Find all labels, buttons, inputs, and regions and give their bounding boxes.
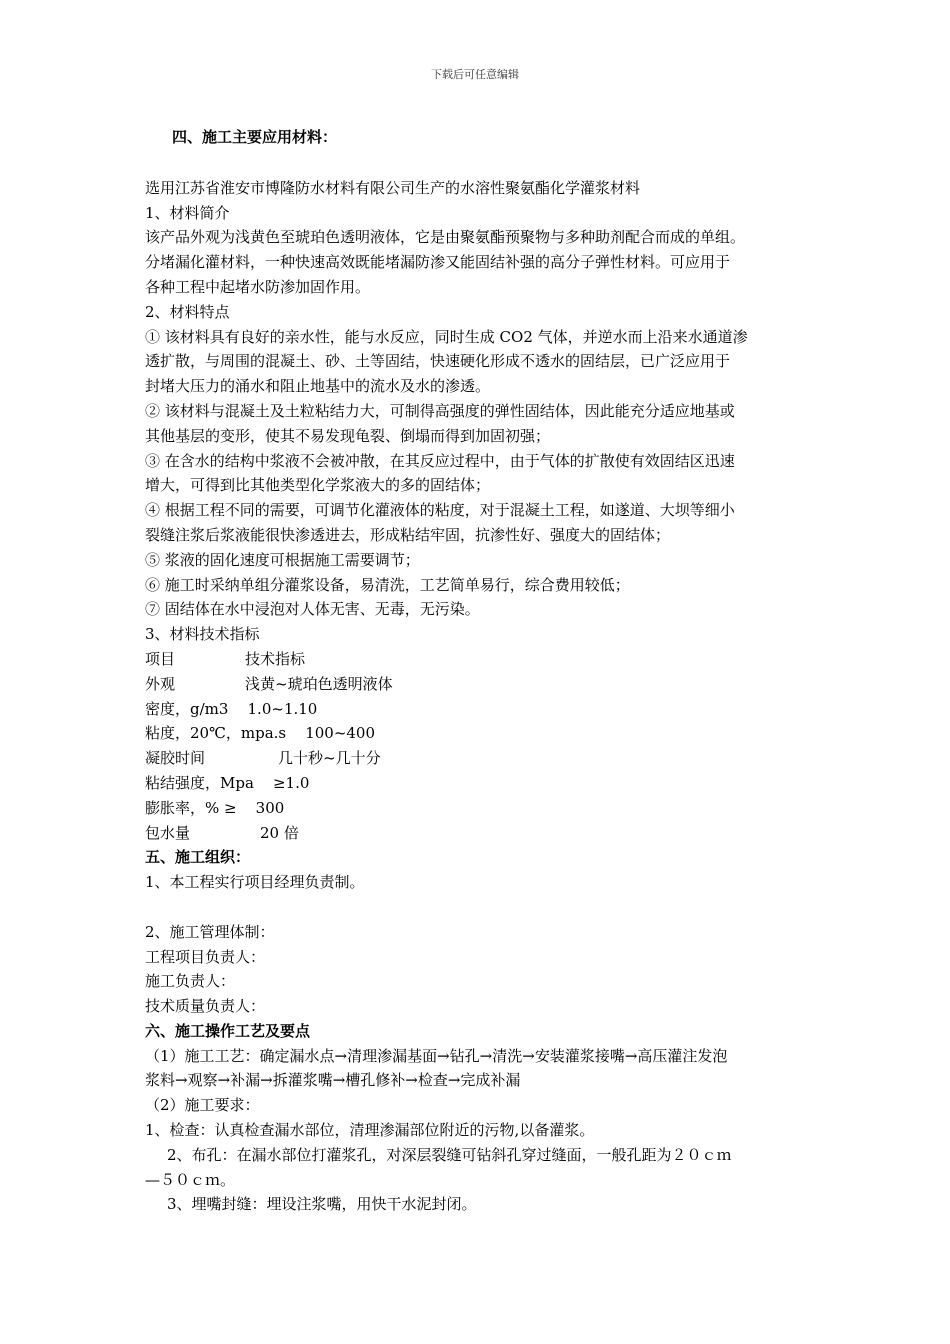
document-body: [145, 125, 825, 1217]
paragraph-line: （1）施工工艺：确定漏水点→清理渗漏基面→钻孔→清洗→安装灌浆接嘴→高压灌注发泡: [145, 1046, 728, 1065]
spec-row: [145, 796, 825, 821]
spec-item: 膨胀率，% ≥: [145, 798, 237, 817]
spec-row: [145, 721, 825, 746]
blank-line: [145, 895, 825, 920]
paragraph-line: 1、检查：认真检查漏水部位，清理渗漏部位附近的污物,以备灌浆。: [145, 1121, 595, 1140]
spec-item: 粘结强度，Mpa: [145, 773, 254, 792]
spec-value: 20 倍: [260, 823, 299, 842]
paragraph-line: 分堵漏化灌材料，一种快速高效既能堵漏防渗又能固结补强的高分子弹性材料。可应用于: [145, 253, 731, 272]
paragraph-line: 该产品外观为浅黄色至琥珀色透明液体，它是由聚氨酯预聚物与多种助剂配合而成的单组。: [145, 228, 746, 247]
spec-item: 外观: [145, 674, 176, 693]
paragraph-line: 透扩散，与周围的混凝土、砂、土等固结，快速硬化形成不透水的固结层，已广泛应用于: [145, 352, 731, 371]
paragraph-line: ② 该材料与混凝土及土粒粘结力大，可制得高强度的弹性固结体，因此能充分适应地基或: [145, 401, 735, 420]
spec-value: 300: [255, 798, 285, 817]
paragraph-line: 浆料→观察→补漏→拆灌浆嘴→槽孔修补→检查→完成补漏: [145, 1071, 521, 1090]
paragraph-line: ① 该材料具有良好的亲水性，能与水反应，同时生成 CO2 气体，并逆水而上沿来水通道渗: [145, 327, 748, 346]
paragraph-line: 封堵大压力的涌水和阻止地基中的流水及水的渗透。: [145, 377, 491, 396]
spec-row: [145, 672, 825, 697]
spec-item: 凝胶时间: [145, 749, 206, 768]
section4-heading: 四、施工主要应用材料：: [172, 128, 338, 146]
requirements-title: （2）施工要求：: [145, 1096, 260, 1115]
paragraph-line: 其他基层的变形，使其不易发现龟裂、倒塌而得到加固初强；: [145, 426, 551, 445]
spec-header-item: 项目: [145, 649, 176, 668]
section4-intro: 选用江苏省淮安市博隆防水材料有限公司生产的水溶性聚氨酯化学灌浆材料: [145, 178, 641, 197]
spec-item: 粘度，20℃，mpa.s: [145, 724, 287, 743]
role-line: 工程项目负责人：: [145, 947, 266, 966]
paragraph-line: 增大，可得到比其他类型化学浆液大的多的固结体；: [145, 476, 491, 495]
spec-row: [145, 746, 825, 771]
paragraph-line: 裂缝注浆后浆液能很快渗透进去，形成粘结牢固，抗渗性好、强度大的固结体；: [145, 525, 671, 544]
paragraph-line: ⑥ 施工时采纳单组分灌浆设备，易清洗，工艺简单易行，综合费用较低；: [145, 575, 630, 594]
paragraph-line: —５０ｃｍ。: [145, 1170, 236, 1189]
paragraph-line: 2、布孔：在漏水部位打灌浆孔，对深层裂缝可钻斜孔穿过缝面，一般孔距为２０ｃｍ: [167, 1145, 732, 1164]
role-line: 技术质量负责人：: [145, 997, 266, 1016]
spec-item: 密度，g/m3: [145, 699, 229, 718]
paragraph-line: ⑤ 浆液的固化速度可根据施工需要调节；: [145, 550, 420, 569]
paragraph-line: ③ 在含水的结构中浆液不会被冲散，在其反应过程中，由于气体的扩散使有效固结区迅速: [145, 451, 735, 470]
material-features-title: 2、材料特点: [145, 302, 230, 321]
spec-value: ≥1.0: [272, 773, 310, 792]
spec-header-value: 技术指标: [245, 649, 306, 668]
paragraph-line: ④ 根据工程不同的需要，可调节化灌液体的粘度，对于混凝土工程，如遂道、大坝等细小: [145, 501, 735, 520]
paragraph-line: 3、埋嘴封缝：埋设注浆嘴，用快干水泥封闭。: [167, 1195, 477, 1214]
tech-specs-title: 3、材料技术指标: [145, 625, 260, 644]
paragraph-line: 2、施工管理体制：: [145, 922, 275, 941]
section6-heading: 六、施工操作工艺及要点: [145, 1021, 311, 1040]
spec-header-row: [145, 647, 825, 672]
spec-row: [145, 697, 825, 722]
section5-heading: 五、施工组织：: [145, 848, 251, 867]
spec-row: [145, 771, 825, 796]
page-header: 下载后可任意编辑: [431, 68, 519, 81]
paragraph-line: ⑦ 固结体在水中浸泡对人体无害、无毒，无污染。: [145, 600, 480, 619]
role-line: 施工负责人：: [145, 972, 236, 991]
spec-value: 1.0~1.10: [247, 699, 318, 718]
paragraph-line: 1、本工程实行项目经理负责制。: [145, 873, 365, 892]
paragraph-line: 各种工程中起堵水防渗加固作用。: [145, 277, 371, 296]
spec-value: 100~400: [305, 724, 376, 743]
spec-row: [145, 821, 825, 846]
spec-value: 浅黄~琥珀色透明液体: [245, 674, 393, 693]
spec-value: 几十秒~几十分: [278, 749, 381, 768]
material-intro-title: 1、材料简介: [145, 203, 230, 222]
spec-item: 包水量: [145, 823, 191, 842]
